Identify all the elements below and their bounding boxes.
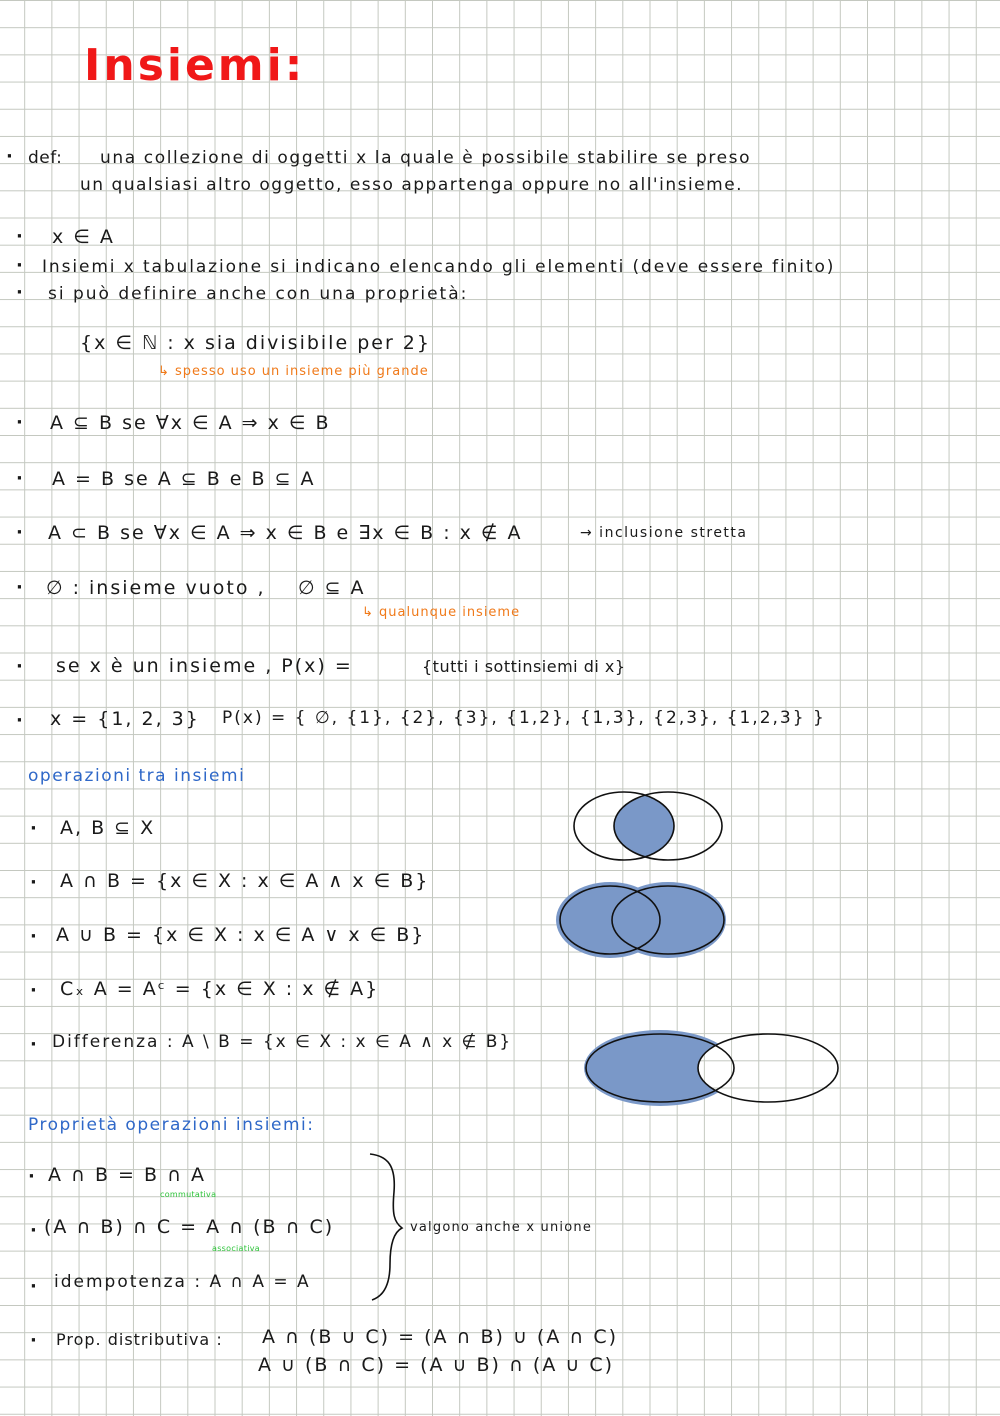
operazioni-item: Differenza : A \ B = {x ∈ X : x ∈ A ∧ x ∉ B}	[52, 1032, 513, 1052]
operazioni-heading: operazioni tra insiemi	[28, 766, 246, 786]
distributiva-line-1: A ∩ (B ∪ C) = (A ∩ B) ∪ (A ∩ C)	[262, 1326, 618, 1348]
spesso-annotation	[158, 364, 429, 379]
strict-line: A ⊂ B se ∀x ∈ A ⇒ x ∈ B e ∃x ∈ B : x ∉ A	[48, 522, 523, 544]
operazioni-item: A ∩ B = {x ∈ X : x ∈ A ∧ x ∈ B}	[60, 870, 430, 892]
x-in-a: x ∈ A	[52, 226, 115, 248]
brace-icon	[366, 1152, 406, 1302]
bullet: ·	[30, 1220, 37, 1241]
bullet: ·	[16, 656, 23, 677]
bullet: ·	[30, 818, 37, 839]
subseteq-line: A ⊆ B se ∀x ∈ A ⇒ x ∈ B	[50, 412, 331, 434]
bullet: ·	[30, 1330, 37, 1351]
venn-intersection	[540, 782, 740, 872]
bullet: ·	[16, 468, 23, 489]
equal-line: A = B se A ⊆ B e B ⊆ A	[52, 468, 316, 490]
bullet: ·	[30, 1034, 37, 1055]
bullet: ·	[16, 255, 23, 276]
qualunque-text: qualunque insieme	[379, 605, 521, 620]
strict-note: → inclusione stretta	[580, 525, 748, 541]
commutativa-line: A ∩ B = B ∩ A	[48, 1164, 207, 1186]
bullet: ·	[6, 146, 13, 167]
def-line-1: una collezione di oggetti x la quale è possibile stabilire se preso	[100, 148, 752, 168]
idempotenza-line: idempotenza : A ∩ A = A	[54, 1272, 311, 1292]
distributiva-line-2: A ∪ (B ∩ C) = (A ∪ B) ∩ (A ∪ C)	[258, 1354, 614, 1376]
associativa-label: associativa	[212, 1244, 260, 1253]
bullet: ·	[16, 522, 23, 543]
proprieta-line: si può definire anche con una proprietà:	[48, 284, 469, 304]
def-line-2: un qualsiasi altro oggetto, esso appartenga oppure no all'insieme.	[80, 175, 744, 195]
powerset-example-p: P(x) = { ∅, {1}, {2}, {3}, {1,2}, {1,3}, {2,3}, {1,2,3} }	[222, 708, 826, 728]
valgono-note: valgono anche x unione	[410, 1220, 593, 1235]
bullet: ·	[16, 577, 23, 598]
tabulazione-line: Insiemi x tabulazione si indicano elencando gli elementi (deve essere finito)	[42, 257, 836, 277]
bullet: ·	[30, 980, 37, 1001]
spesso-text: spesso uso un insieme più grande	[175, 364, 429, 379]
venn-union-fill-b	[610, 882, 726, 958]
bullet: ·	[16, 226, 23, 247]
bullet: ·	[16, 412, 23, 433]
powerset-def: se x è un insieme , P(x) =	[56, 655, 353, 677]
empty-subset: ∅ ⊆ A	[298, 577, 366, 599]
venn-difference	[578, 1024, 848, 1114]
set-builder-example: {x ∈ ℕ : x sia divisibile per 2}	[80, 332, 431, 354]
bullet: ·	[30, 872, 37, 893]
bullet: ·	[16, 282, 23, 303]
bullet: ·	[30, 1276, 37, 1297]
proprieta-heading: Proprietà operazioni insiemi:	[28, 1115, 315, 1135]
operazioni-item: A ∪ B = {x ∈ X : x ∈ A ∨ x ∈ B}	[56, 924, 426, 946]
distributiva-label: Prop. distributiva :	[56, 1330, 223, 1349]
bullet: ·	[16, 710, 23, 731]
commutativa-label: commutativa	[160, 1190, 217, 1199]
operazioni-item: Cₓ A = Aᶜ = {x ∈ X : x ∉ A}	[60, 978, 380, 1000]
bullet: ·	[30, 926, 37, 947]
venn-union	[548, 876, 748, 966]
operazioni-item: A, B ⊆ X	[60, 817, 156, 839]
arrow-icon: ↳	[362, 605, 380, 620]
bullet: ·	[28, 1166, 35, 1187]
qualunque-annotation	[362, 605, 520, 620]
venn-difference-fill	[584, 1030, 736, 1106]
associativa-line: (A ∩ B) ∩ C = A ∩ (B ∩ C)	[44, 1216, 335, 1238]
page-title: Insiemi:	[84, 40, 306, 91]
powerset-example-x: x = {1, 2, 3}	[50, 708, 200, 730]
arrow-icon: ↳	[158, 364, 176, 379]
powerset-def-set: {tutti i sottinsiemi di x}	[422, 657, 626, 676]
def-label: def:	[28, 148, 63, 168]
empty-set-line: ∅ : insieme vuoto ,	[46, 577, 266, 599]
